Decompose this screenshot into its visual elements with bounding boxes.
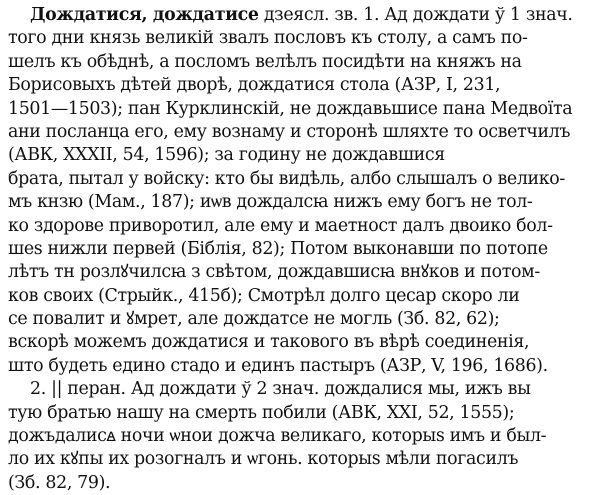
entry-grammar-definition: дзеясл. зв. 1. Ад дождати ў 1 знач. <box>263 5 573 25</box>
entry-line-13: ков своих (Стрыйк., 415б); Смотрѣл долго цесар скоро ли <box>8 285 520 306</box>
entry-line-8: брата, пытал у войску: кто бы видѣль, албо слышалъ о велико- <box>8 168 565 189</box>
entry-headword: Дождатися, дождатисе <box>30 5 259 25</box>
entry-line-19: дожъдалисꙙ ночи ѡнои дожча великаго, которыѕ имъ и был- <box>8 426 547 447</box>
entry-line-3: шелъ къ обѣднѣ, а посломъ велѣлъ посидѣти на княжъ на <box>8 51 522 72</box>
entry-line-18: тую братью нашу на смерть побили (АВК, XXI, 52, 1555); <box>8 402 515 423</box>
entry-line-15: вскорѣ можемъ дождатися и такового въ вѣрѣ соединенія, <box>8 332 530 353</box>
entry-line-7: (АВК, XXXII, 54, 1596); за годину не дождавшися <box>8 145 445 166</box>
entry-line-6: ани посланца его, ему вознаму и сторонѣ шляхте то осветчилъ <box>8 121 571 142</box>
entry-line-1 <box>8 4 594 27</box>
entry-line-10: ко здорове приворотил, але ему и маетност далъ двоико бол- <box>8 215 553 236</box>
entry-line-14: се повалит и ꙋмрет, але дождатсе не могль (Зб. 82, 62); <box>8 309 500 330</box>
entry-line-20: ло их кꙋпы их розогналъ и ѡгонь. которыѕ мѣли погасилъ <box>8 449 519 470</box>
entry-line-17: 2. || перан. Ад дождати ў 2 знач. дождалися мы, ижъ вы <box>30 379 531 400</box>
entry-line-9: мъ кнзю (Мам., 187); иѡв дождалсꙗ нижъ ему богъ не тол- <box>8 192 533 213</box>
entry-line-11: шеѕ нижли первей (Біблія, 82); Потом выконавши по потопе <box>8 238 548 259</box>
entry-line-2: того дни князь великій звалъ пословъ къ столу, а самъ по- <box>8 28 528 49</box>
entry-line-5: 1501—1503); пан Курклинскій, не дождавьшисе пана Медвоїта <box>8 98 573 119</box>
entry-line-4: Борисовыхъ дѣтей дворѣ, дождатися стола (АЗР, I, 231, <box>8 75 501 96</box>
entry-line-12: лѣтъ тн розлꙋчилсꙗ з свѣтом, дождавшисꙗ внꙋков и потом- <box>8 262 540 283</box>
entry-line-16: што будеть едино стадо и единъ пастыръ (АЗР, V, 196, 1686). <box>8 355 548 376</box>
entry-line-21: (Зб. 82, 79). <box>8 472 111 493</box>
